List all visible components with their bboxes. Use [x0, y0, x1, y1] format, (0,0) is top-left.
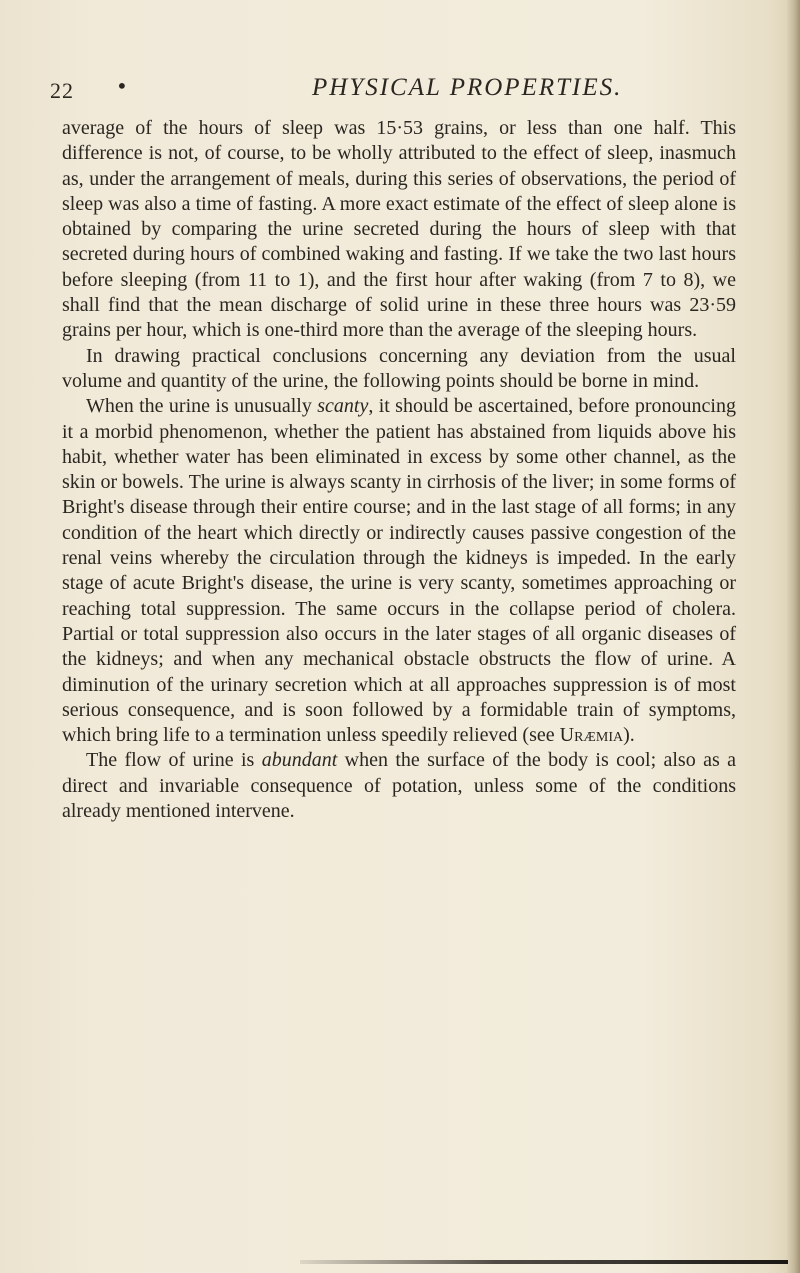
emphasis-scanty: scanty: [317, 395, 369, 418]
page-header: [50, 74, 750, 114]
paragraph-4: [62, 748, 736, 824]
body-text: [62, 116, 736, 824]
paragraph-2: In drawing practical conclusions concerning any deviation from the usual volume and quantity of the urine, the following points should be borne in mind.: [62, 344, 736, 392]
page-bottom-edge: [300, 1260, 788, 1264]
running-title: PHYSICAL PROPERTIES.: [312, 74, 623, 101]
paragraph-3: [62, 394, 736, 748]
cross-reference-uraemia: Uræmia: [559, 724, 624, 747]
paragraph-3-start: When the urine is unusually: [86, 395, 318, 418]
paragraph-4-start: The flow of urine is: [86, 749, 262, 772]
paragraph-4-body: when the surface of the body is cool; also as a direct and invariable consequence of potation, unless some of the conditions already mentioned intervene.: [62, 749, 736, 823]
paragraph-3-body: , it should be ascertained, before pronouncing it a morbid phenomenon, whether the patient has abstained from liquids above his habit, whether water has been eliminated in excess by some other channel, as the skin or bowels. The urine is always scanty in cirrhosis of the liver; in some forms of Bright's disease through their entire course; and in the last stage of all forms; in any condition of the heart which directly or indirectly causes passive congestion of the renal veins whereby the circulation through the kidneys is impeded. In the early stage of acute Bright's disease, the urine is very scanty, sometimes approaching or reaching total suppression. The same occurs in the collapse period of cholera. Partial or total suppression also occurs in the later stages of all organic diseases of the kidneys; and when any mechanical obstacle obstructs the flow of urine. A diminution of the urinary secretion which at all approaches suppression is of most serious consequence, and is soon followed by a formidable train of symptoms, which bring life to a termination unless speedily relieved (see: [62, 395, 736, 747]
emphasis-abundant: abundant: [261, 749, 338, 772]
header-separator: •: [116, 74, 128, 98]
page-number: 22: [50, 78, 74, 103]
paragraph-3-end: ).: [623, 724, 635, 747]
paragraph-1: average of the hours of sleep was 15·53 grains, or less than one half. This difference is not, of course, to be wholly attributed to the effect of sleep, inasmuch as, under the arrangement of meals, during this series of observations, the period of sleep was also a time of fasting. A more exact estimate of the effect of sleep alone is obtained by comparing the urine secreted during the hours of sleep with that secreted during hours of combined waking and fasting. If we take the two last hours before sleeping (from 11 to 1), and the first hour after waking (from 7 to 8), we shall find that the mean discharge of solid urine in these three hours was 23·59 grains per hour, which is one-third more than the average of the sleeping hours.: [62, 117, 736, 342]
page-edge-shadow: [786, 0, 800, 1273]
